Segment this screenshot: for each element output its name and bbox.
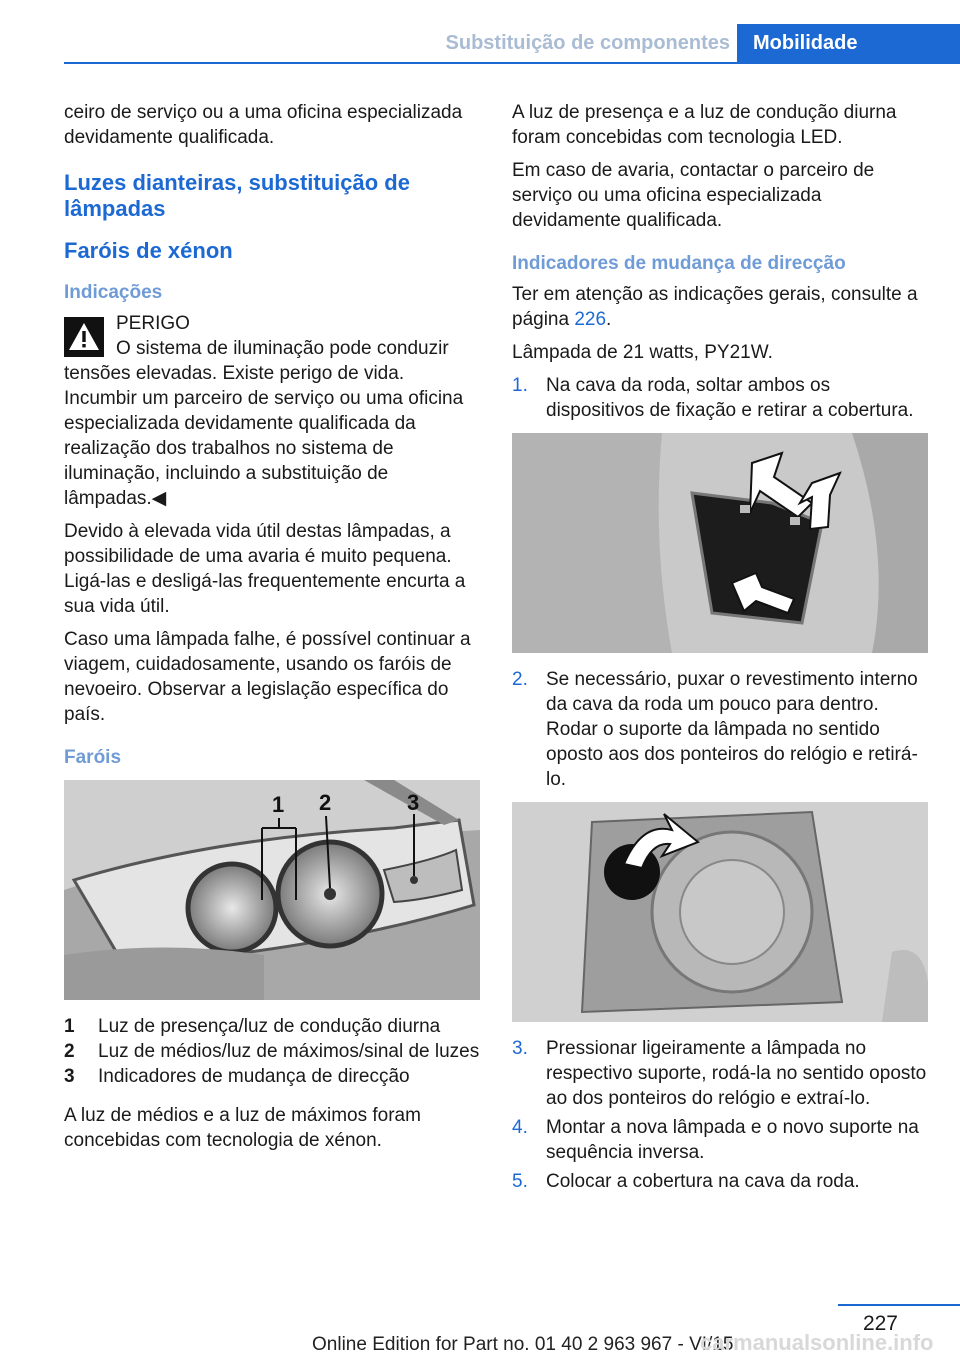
heading-luzes-dianteiras: Luzes dianteiras, substituição de lâmpadas — [64, 170, 410, 221]
figure-legend — [64, 1014, 480, 1089]
heading-farois-xenon: Faróis de xénon — [64, 238, 233, 263]
legend-item — [64, 1039, 480, 1064]
watermark: carmanualsonline.info — [700, 1330, 934, 1355]
page-number: 227 — [862, 1312, 898, 1335]
step-item — [512, 667, 930, 792]
danger-warning — [64, 311, 480, 363]
legend-item — [64, 1064, 480, 1089]
legend-text: Indicadores de mudança de direcção — [98, 1066, 410, 1087]
left-column — [64, 100, 480, 1161]
footer-edition: Online Edition for Part no. 01 40 2 963 967 - VI/15 — [312, 1334, 734, 1355]
header-tab-mobilidade[interactable]: Mobilidade — [737, 24, 960, 62]
header-section-title: Substituição de componentes — [445, 32, 730, 54]
right-column — [512, 100, 930, 1198]
legend-item — [64, 1014, 480, 1039]
bulb-holder-figure — [512, 802, 928, 1022]
steps-list — [512, 373, 930, 1194]
step-text: Na cava da roda, soltar ambos os dispositivos de fixação e retirar a cobertura. — [546, 375, 914, 421]
footer-rule — [838, 1304, 960, 1306]
paragraph-indicacoes-gerais — [512, 282, 930, 332]
page-link-226[interactable]: 226 — [574, 309, 607, 330]
figure-label-1: 1 — [272, 792, 285, 817]
heading-farois: Faróis — [64, 747, 122, 768]
legend-text: Luz de médios/luz de máximos/sinal de luzes — [98, 1041, 480, 1062]
paragraph-avaria: Em caso de avaria, contactar o parceiro de serviço ou uma oficina especializada devidamente qualificada. — [512, 160, 875, 231]
paragraph-suffix: . — [606, 309, 612, 330]
step-number: 4. — [512, 1117, 528, 1138]
step-text: Pressionar ligeiramente a lâmpada no respectivo suporte, rodá-la no sentido oposto ao dos ponteiros do relógio e extraí-lo. — [546, 1038, 927, 1109]
paragraph-lifetime: Devido à elevada vida útil destas lâmpadas, a possibilidade de uma avaria é muito pequena. Ligá-las e desligá-las frequentemente encurta a sua vida útil. — [64, 521, 466, 617]
step-item — [512, 1169, 930, 1194]
header-rule — [64, 62, 960, 64]
step-item — [512, 373, 930, 423]
paragraph-fog-lights: Caso uma lâmpada falhe, é possível continuar a viagem, cuidadosamente, usando os faróis de nevoeiro. Observar a legislação específica do país. — [64, 629, 471, 725]
warning-triangle-icon — [64, 317, 104, 357]
step-number: 5. — [512, 1171, 528, 1192]
step-item — [512, 1036, 930, 1111]
legend-number: 2 — [64, 1041, 75, 1062]
step-text: Montar a nova lâmpada e o novo suporte na sequência inversa. — [546, 1117, 919, 1163]
warning-text: O sistema de iluminação pode conduzir tensões elevadas. Existe perigo de vida. Incumbir um parceiro de serviço ou uma oficina especializada devidamente qualificada da realização dos trabalhos no sistema de iluminação, incluindo a substituição de lâmpadas.◀ — [64, 338, 464, 509]
warning-title: PERIGO — [116, 313, 190, 334]
step-item — [512, 1115, 930, 1165]
wheel-arch-cover-figure — [512, 433, 928, 653]
legend-number: 3 — [64, 1066, 75, 1087]
headlight-figure — [64, 780, 480, 1000]
intro-text: ceiro de serviço ou a uma oficina especializada devidamente qualificada. — [64, 102, 463, 148]
paragraph-led: A luz de presença e a luz de condução diurna foram concebidas com tecnologia LED. — [512, 102, 897, 148]
step-text: Colocar a cobertura na cava da roda. — [546, 1171, 860, 1192]
step-number: 2. — [512, 669, 528, 690]
heading-indicadores: Indicadores de mudança de direcção — [512, 253, 846, 274]
step-text: Se necessário, puxar o revestimento interno da cava da roda um pouco para dentro. Rodar o suporte da lâmpada no sentido oposto aos dos ponteiros do relógio e retirá-lo. — [546, 669, 918, 790]
heading-indicacoes: Indicações — [64, 282, 163, 303]
step-number: 1. — [512, 375, 528, 396]
paragraph-prefix: Ter em atenção as indicações gerais, consulte a página — [512, 284, 918, 330]
step-number: 3. — [512, 1038, 528, 1059]
figure-label-3: 3 — [407, 790, 420, 815]
paragraph-xenon: A luz de médios e a luz de máximos foram concebidas com tecnologia de xénon. — [64, 1105, 421, 1151]
legend-text: Luz de presença/luz de condução diurna — [98, 1016, 441, 1037]
paragraph-lampada: Lâmpada de 21 watts, PY21W. — [512, 342, 773, 363]
figure-label-2: 2 — [319, 790, 332, 815]
legend-number: 1 — [64, 1016, 75, 1037]
